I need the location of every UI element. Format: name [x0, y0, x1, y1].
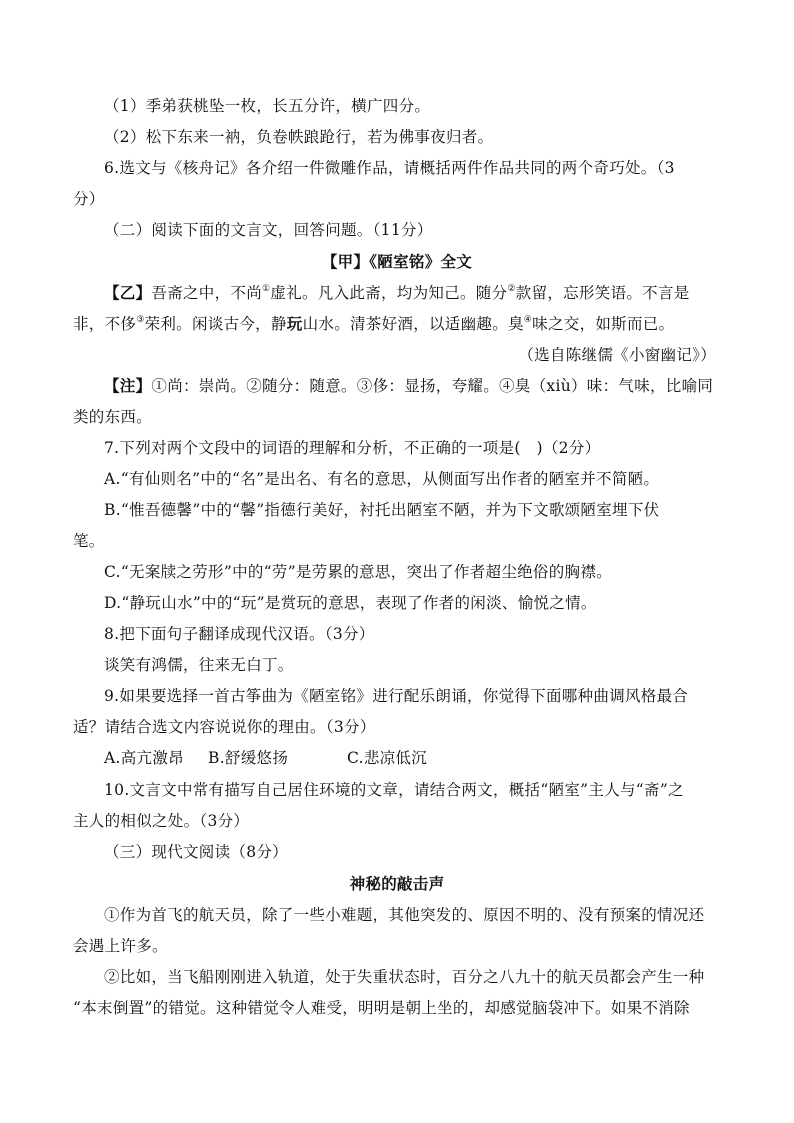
paragraph-2: ②比如，当飞船刚刚进入轨道，处于失重状态时，百分之八九十的航天员都会产生一种: [104, 968, 705, 986]
music-options: [104, 746, 754, 770]
question-8: 8.把下面句子翻译成现代汉语。（3分）: [104, 625, 375, 643]
option-c: C.“无案牍之劳形”中的“劳”是劳累的意思，突出了作者超尘绝俗的胸襟。: [104, 563, 612, 581]
text-segment: 山水。清茶好酒，以适幽趣。臭: [302, 315, 524, 333]
text-segment: 非，不侈: [73, 315, 137, 333]
text-line: 适？请结合选文内容说说你的理由。（3分）: [73, 718, 376, 736]
text-line: 类的东西。: [73, 408, 153, 426]
paragraph-1: ①作为首飞的航天员，除了一些小难题，其他突发的、原因不明的、没有预案的情况还: [104, 906, 705, 924]
text-line: 分）: [73, 190, 105, 208]
music-option-c: C.悲凉低沉: [347, 749, 428, 767]
music-option-a: A.高亢激昂: [104, 749, 184, 767]
section-heading-3: （三）现代文阅读（8分）: [104, 843, 288, 861]
option-b: B.“惟吾德馨”中的“馨”指德行美好，衬托出陋室不陋，并为下文歌颂陋室埋下伏: [104, 501, 660, 519]
music-option-b: B.舒缓悠扬: [208, 749, 289, 767]
option-a: A.“有仙则名”中的“名”是出名、有名的意思，从侧面写出作者的陋室并不简陋。: [104, 470, 660, 488]
option-d: D.“静玩山水”中的“玩”是赏玩的意思，表现了作者的闲淡、愉悦之情。: [104, 594, 597, 612]
question-10: 10.文言文中常有描写自己居住环境的文章，请结合两文，概括“陋室”主人与“斋”之: [104, 781, 684, 799]
section-heading-2: （二）阅读下面的文言文，回答问题。（11分）: [104, 221, 433, 239]
text-line: （2）松下东来一衲，负卷帙踉跄行，若为佛事夜归者。: [104, 128, 494, 146]
emphasized-word: 玩: [286, 314, 303, 333]
notes-tag: 【注】: [104, 376, 152, 395]
translation-sentence: 谈笑有鸿儒，往来无白丁。: [104, 656, 294, 674]
source-citation: （选自陈继儒《小窗幽记》）: [518, 346, 716, 364]
article-title: 神秘的敲击声: [349, 874, 445, 893]
question-9: 9.如果要选择一首古筝曲为《陋室铭》进行配乐朗诵，你觉得下面哪种曲调风格最合: [104, 687, 689, 705]
text-line: 笔。: [73, 532, 105, 550]
notes-line: [104, 374, 754, 398]
question-7: 7.下列对两个文段中的词语的理解和分析，不正确的一项是( )（2分）: [104, 439, 601, 457]
text-line: 主人的相似之处。（3分）: [73, 812, 250, 830]
text-segment: 虚礼。凡入此斋，均为知己。随分: [270, 284, 508, 302]
footnote-marker: ③: [136, 314, 145, 325]
passage-yi-tag: 【乙】: [104, 283, 152, 302]
text-segment: ①尚：崇尚。②随分：随意。③侈：显扬，夸耀。④臭（xiù）味：气味，比喻同: [151, 377, 714, 395]
text-line: （1）季弟获桃坠一枚，长五分许，横广四分。: [104, 97, 431, 115]
footnote-marker: ②: [507, 283, 516, 294]
passage-jia-title: 【甲】《陋室铭》全文: [321, 252, 473, 271]
text-segment: 味之交，如斯而已。: [532, 315, 675, 333]
text-segment: 吾斋之中，不尚: [151, 284, 263, 302]
footnote-marker: ④: [523, 314, 533, 325]
text-segment: 荣利。闲谈古今，静: [144, 315, 287, 333]
passage-yi-line: [73, 312, 723, 336]
question-6: 6.选文与《核舟记》各介绍一件微雕作品，请概括两件作品共同的两个奇巧处。（3: [104, 159, 675, 177]
passage-yi-line: [104, 281, 754, 305]
text-segment: 款留，忘形笑语。不言是: [515, 284, 690, 302]
text-line: 会遇上许多。: [73, 937, 168, 955]
footnote-marker: ①: [262, 283, 271, 294]
text-line: “本末倒置”的错觉。这种错觉令人难受，明明是朝上坐的，却感觉脑袋冲下。如果不消除: [73, 999, 690, 1017]
